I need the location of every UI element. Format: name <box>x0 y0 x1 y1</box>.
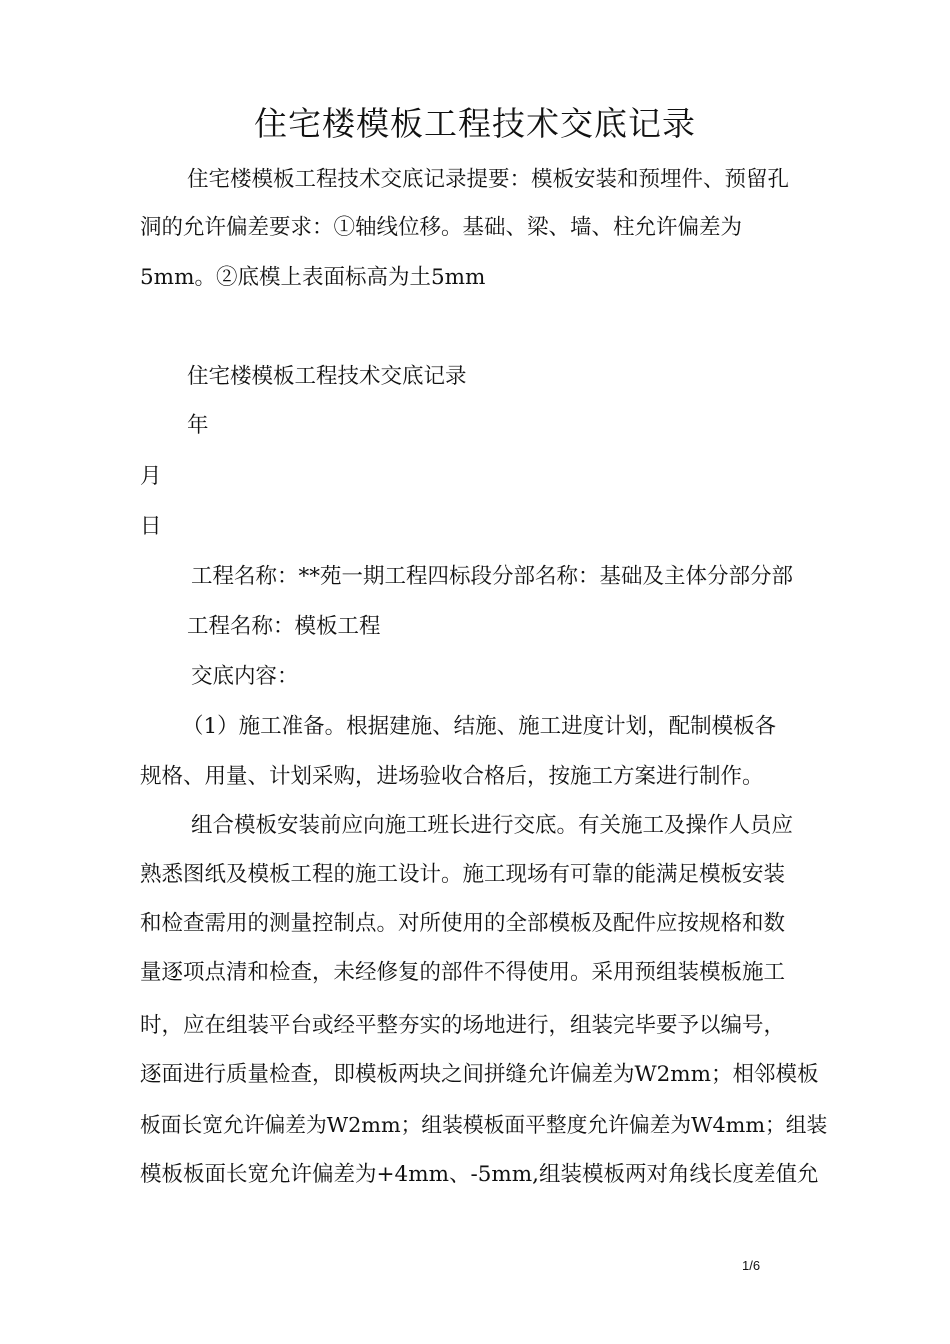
document-title: 住宅楼模板工程技术交底记录 <box>254 104 696 143</box>
body-line: 逐面进行质量检查，即模板两块之间拼缝允许偏差为W2mm；相邻模板 <box>140 1062 819 1087</box>
body-line: 板面长宽允许偏差为W2mm；组装模板面平整度允许偏差为W4mm；组装 <box>140 1113 828 1137</box>
record-heading: 住宅楼模板工程技术交底记录 <box>187 364 467 389</box>
date-month: 月 <box>140 464 162 489</box>
project-name-line: 工程名称：模板工程 <box>187 614 381 639</box>
content-label: 交底内容： <box>191 664 299 689</box>
body-line: 模板板面长宽允许偏差为+4mm、-5mm,组装模板两对角线长度差值允 <box>140 1162 819 1187</box>
body-line: 熟悉图纸及模板工程的施工设计。施工现场有可靠的能满足模板安装 <box>140 862 786 887</box>
body-line: 和检查需用的测量控制点。对所使用的全部模板及配件应按规格和数 <box>140 911 786 936</box>
summary-line: 洞的允许偏差要求：①轴线位移。基础、梁、墙、柱允许偏差为 <box>140 215 743 240</box>
item1-line: （1）施工准备。根据建施、结施、施工进度计划，配制模板各 <box>182 714 777 739</box>
body-line: 时，应在组装平台或经平整夯实的场地进行，组装完毕要予以编号， <box>140 1013 786 1038</box>
summary-line: 5mm。②底模上表面标高为土5mm <box>140 265 486 290</box>
item1-line: 规格、用量、计划采购，进场验收合格后，按施工方案进行制作。 <box>140 764 764 789</box>
body-line: 量逐项点清和检查，未经修复的部件不得使用。采用预组装模板施工 <box>140 960 786 985</box>
project-name-line: 工程名称：**苑一期工程四标段分部名称：基础及主体分部分部 <box>191 564 794 589</box>
page-indicator: 1/6 <box>742 1258 761 1273</box>
date-day: 日 <box>140 514 162 539</box>
body-line: 组合模板安装前应向施工班长进行交底。有关施工及操作人员应 <box>191 813 794 838</box>
summary-line: 住宅楼模板工程技术交底记录提要：模板安装和预埋件、预留孔 <box>187 167 790 192</box>
date-year: 年 <box>187 413 209 438</box>
